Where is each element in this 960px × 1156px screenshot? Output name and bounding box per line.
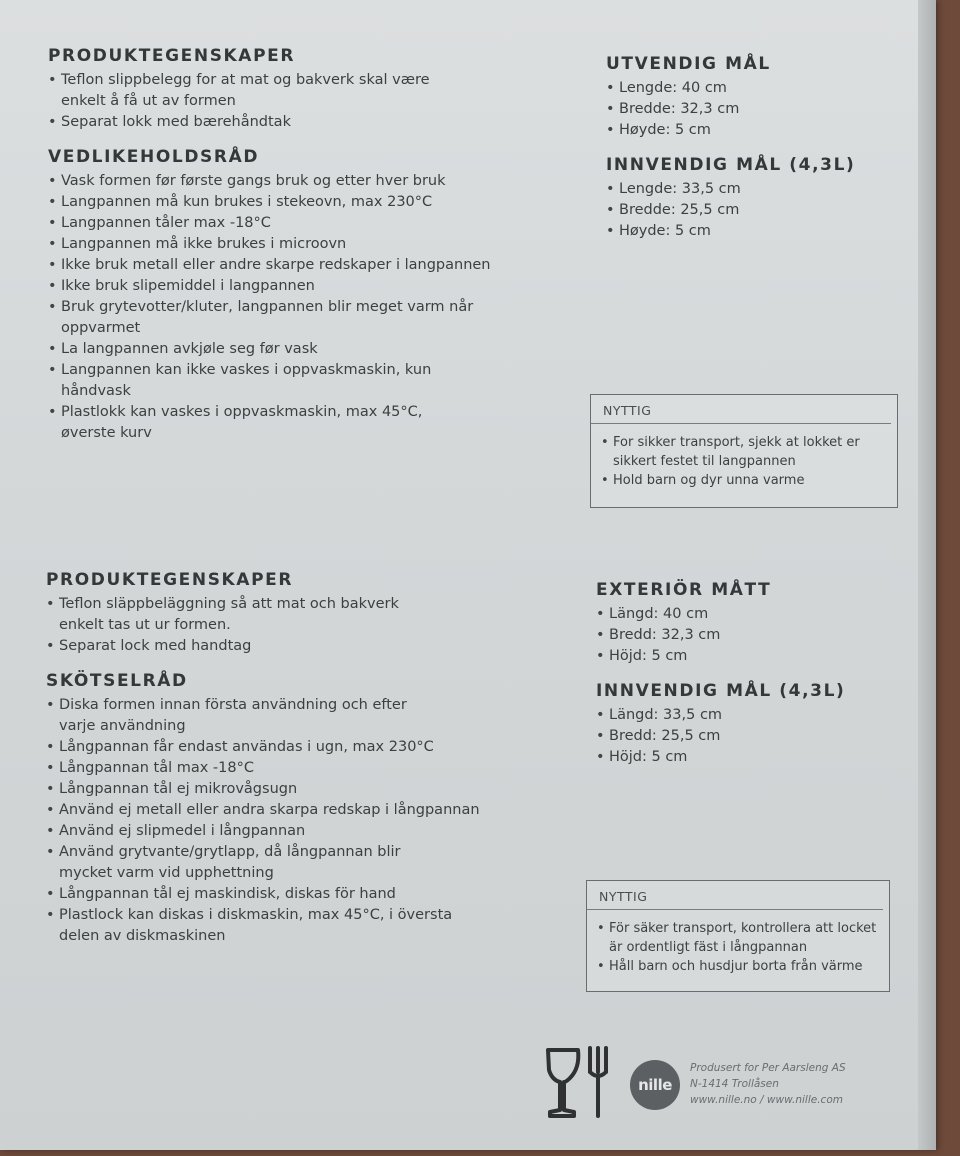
producer-info: [690, 1060, 900, 1108]
list-item: • For sikker transport, sjekk at lokket er sikkert festet til langpannen: [601, 433, 887, 471]
list-item: • Langpannen kan ikke vaskes i oppvaskmaskin, kun håndvask: [48, 360, 441, 402]
no-left-column: [48, 46, 548, 444]
list-item: • Teflon slippbelegg for at mat og bakverk skal være enkelt å få ut av formen: [48, 70, 471, 112]
list-item: • Diska formen innan första användning och efter varje användning: [46, 695, 439, 737]
list-item: • Ikke bruk slipemiddel i langpannen: [48, 276, 548, 297]
se-properties-heading: PRODUKTEGENSKAPER: [46, 570, 294, 590]
list-item: • Lengde: 40 cm: [606, 78, 896, 99]
list-item: • Håll barn och husdjur borta från värme: [597, 957, 879, 976]
sheet-edge: [918, 0, 936, 1150]
se-inner-heading: INNVENDIG MÅL (4,3L): [596, 681, 846, 701]
list-item: • Hold barn og dyr unna varme: [601, 471, 887, 490]
list-item: • Längd: 33,5 cm: [596, 705, 896, 726]
no-outer-heading: UTVENDIG MÅL: [606, 54, 771, 74]
list-item: • Bredde: 32,3 cm: [606, 99, 896, 120]
se-properties-list: [46, 594, 546, 657]
no-useful-title: NYTTIG: [591, 395, 891, 424]
list-item: • Ikke bruk metall eller andre skarpe redskaper i langpannen: [48, 255, 548, 276]
list-item: • Bredd: 32,3 cm: [596, 625, 896, 646]
no-care-heading: VEDLIKEHOLDSRÅD: [48, 147, 260, 167]
no-inner-heading: INNVENDIG MÅL (4,3L): [606, 155, 856, 175]
se-useful-title: NYTTIG: [587, 881, 883, 910]
no-outer-list: [606, 78, 896, 141]
no-properties-heading: PRODUKTEGENSKAPER: [48, 46, 296, 66]
list-item: • Använd grytvante/grytlapp, då långpannan blir mycket varm vid upphettning: [46, 842, 439, 884]
list-item: • Bredd: 25,5 cm: [596, 726, 896, 747]
se-care-heading: SKÖTSELRÅD: [46, 671, 188, 691]
list-item: • Vask formen før første gangs bruk og etter hver bruk: [48, 171, 548, 192]
list-item: • Bruk grytevotter/kluter, langpannen blir meget varm når oppvarmet: [48, 297, 481, 339]
producer-line: Produsert for Per Aarsleng AS: [690, 1062, 846, 1074]
list-item: • Teflon släppbeläggning så att mat och bakverk enkelt tas ut ur formen.: [46, 594, 439, 636]
list-item: • Längd: 40 cm: [596, 604, 896, 625]
no-care-list: [48, 171, 548, 444]
list-item: • Långpannan tål max -18°C: [46, 758, 546, 779]
list-item: • La langpannen avkjøle seg før vask: [48, 339, 548, 360]
list-item: • Använd ej metall eller andra skarpa redskap i långpannan: [46, 800, 546, 821]
se-outer-list: [596, 604, 896, 667]
list-item: • Lengde: 33,5 cm: [606, 179, 896, 200]
se-useful-list: [587, 910, 889, 982]
list-item: • Separat lock med handtag: [46, 636, 546, 657]
list-item: • Separat lokk med bærehåndtak: [48, 112, 548, 133]
no-right-column: [606, 54, 896, 242]
list-item: • Langpannen må kun brukes i stekeovn, max 230°C: [48, 192, 548, 213]
se-useful-box: [586, 880, 890, 992]
list-item: • Använd ej slipmedel i långpannan: [46, 821, 546, 842]
producer-line: www.nille.no / www.nille.com: [690, 1094, 843, 1106]
food-safe-glass-fork-icon: [544, 1046, 614, 1118]
se-inner-list: [596, 705, 896, 768]
list-item: • För säker transport, kontrollera att locket är ordentligt fäst i långpannan: [597, 919, 879, 957]
list-item: • Långpannan tål ej maskindisk, diskas för hand: [46, 884, 546, 905]
no-useful-box: [590, 394, 898, 508]
no-properties-list: [48, 70, 548, 133]
list-item: • Høyde: 5 cm: [606, 221, 896, 242]
list-item: • Bredde: 25,5 cm: [606, 200, 896, 221]
list-item: • Plastlokk kan vaskes i oppvaskmaskin, max 45°C, øverste kurv: [48, 402, 461, 444]
nille-logo: nille: [630, 1060, 680, 1110]
list-item: • Plastlock kan diskas i diskmaskin, max 45°C, i översta delen av diskmaskinen: [46, 905, 479, 947]
se-right-column: [596, 580, 896, 768]
se-care-list: [46, 695, 546, 947]
se-left-column: [46, 570, 546, 947]
list-item: • Långpannan tål ej mikrovågsugn: [46, 779, 546, 800]
producer-line: N-1414 Trollåsen: [690, 1078, 779, 1090]
no-inner-list: [606, 179, 896, 242]
no-useful-list: [591, 424, 897, 496]
se-outer-heading: EXTERIÖR MÅTT: [596, 580, 772, 600]
list-item: • Långpannan får endast användas i ugn, max 230°C: [46, 737, 546, 758]
list-item: • Langpannen må ikke brukes i microovn: [48, 234, 548, 255]
list-item: • Höjd: 5 cm: [596, 747, 896, 768]
list-item: • Höjd: 5 cm: [596, 646, 896, 667]
list-item: • Langpannen tåler max -18°C: [48, 213, 548, 234]
list-item: • Høyde: 5 cm: [606, 120, 896, 141]
